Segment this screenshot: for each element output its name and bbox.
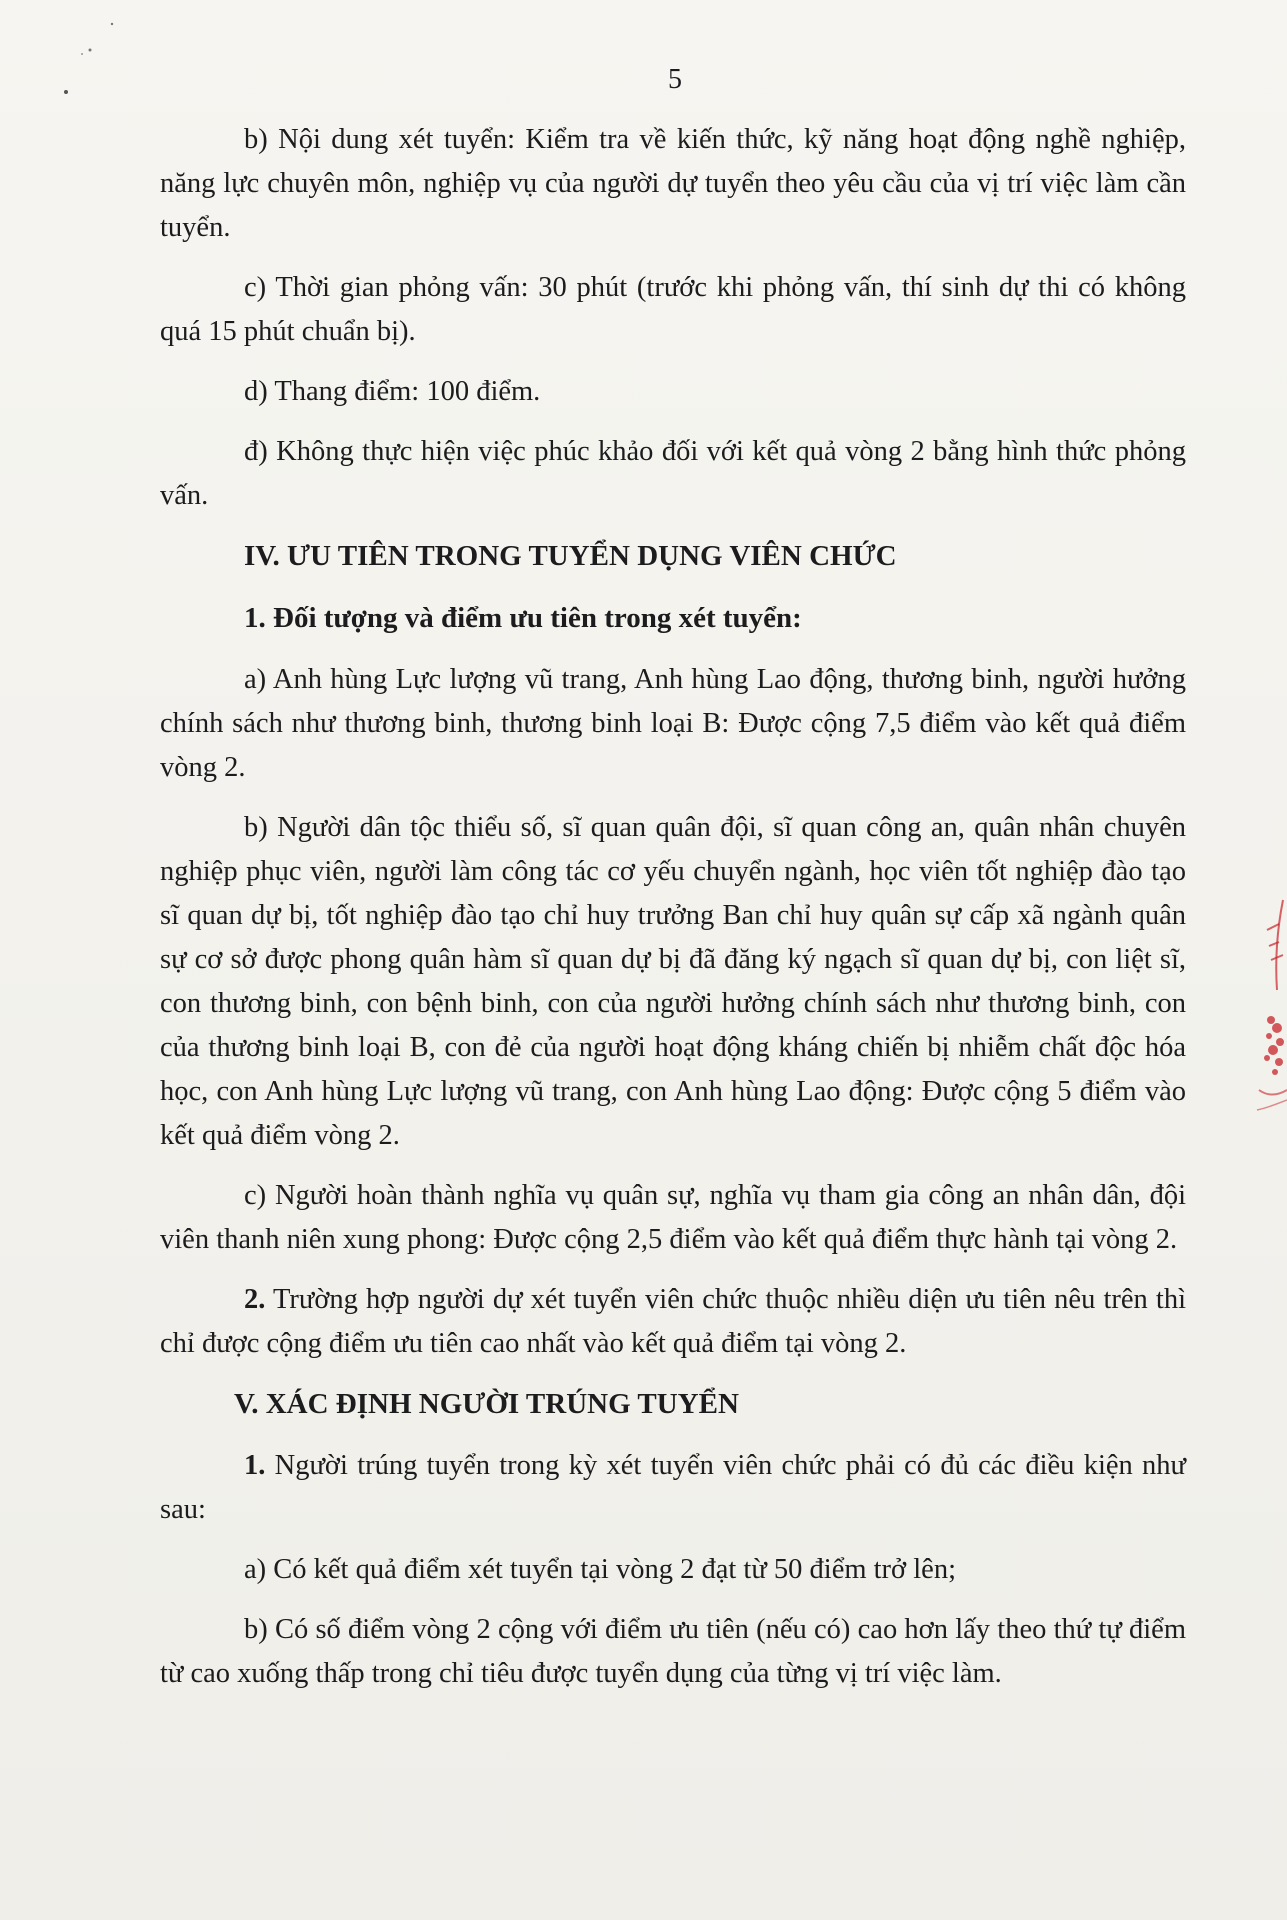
paragraph-interview-content: b) Nội dung xét tuyển: Kiểm tra về kiến thức, kỹ năng hoạt động nghề nghiệp, năng lực chuyên môn, nghiệp vụ của người dự tuyển theo yêu cầu của vị trí việc làm cần tuyển.: [160, 124, 1186, 243]
paragraph-no-review: đ) Không thực hiện việc phúc khảo đối với kết quả vòng 2 bằng hình thức phỏng vấn.: [160, 436, 1186, 511]
document-body: [160, 118, 1186, 1712]
item-number: 2.: [244, 1284, 266, 1315]
paragraph-text: Trường hợp người dự xét tuyển viên chức thuộc nhiều diện ưu tiên nêu trên thì chỉ được cộng điểm ưu tiên cao nhất vào kết quả điểm tại vòng 2.: [160, 1284, 1186, 1359]
page-number: 5: [668, 64, 682, 95]
paragraph-interview-time: c) Thời gian phỏng vấn: 30 phút (trước khi phỏng vấn, thí sinh dự thi có không quá 15 phút chuẩn bị).: [160, 272, 1186, 347]
paragraph-score-scale: d) Thang điểm: 100 điểm.: [244, 376, 541, 407]
section-heading-iv: IV. ƯU TIÊN TRONG TUYỂN DỤNG VIÊN CHỨC: [244, 540, 897, 572]
paragraph-priority-a: a) Anh hùng Lực lượng vũ trang, Anh hùng Lao động, thương binh, người hưởng chính sách như thương binh, thương binh loại B: Được cộng 7,5 điểm vào kết quả điểm vòng 2.: [160, 664, 1186, 783]
section-heading-v: V. XÁC ĐỊNH NGƯỜI TRÚNG TUYỂN: [234, 1388, 739, 1420]
paragraph-condition-a: a) Có kết quả điểm xét tuyển tại vòng 2 đạt từ 50 điểm trở lên;: [244, 1554, 956, 1585]
item-number: 1.: [244, 1450, 266, 1481]
paragraph-winner-conditions: [160, 1444, 1186, 1532]
paragraph-text: Người trúng tuyển trong kỳ xét tuyển viên chức phải có đủ các điều kiện như sau:: [160, 1450, 1186, 1525]
subsection-heading-iv-1: 1. Đối tượng và điểm ưu tiên trong xét tuyển:: [244, 602, 802, 634]
paragraph-priority-c: c) Người hoàn thành nghĩa vụ quân sự, nghĩa vụ tham gia công an nhân dân, đội viên thanh niên xung phong: Được cộng 2,5 điểm vào kết quả điểm thực hành tại vòng 2.: [160, 1180, 1186, 1255]
paragraph-multiple-priority: [160, 1278, 1186, 1366]
paragraph-condition-b: b) Có số điểm vòng 2 cộng với điểm ưu tiên (nếu có) cao hơn lấy theo thứ tự điểm từ cao xuống thấp trong chỉ tiêu được tuyển dụng của từng vị trí việc làm.: [160, 1614, 1186, 1689]
paragraph-priority-b: b) Người dân tộc thiểu số, sĩ quan quân đội, sĩ quan công an, quân nhân chuyên nghiệp phục viên, người làm công tác cơ yếu chuyển ngành, học viên tốt nghiệp đào tạo sĩ quan dự bị, tốt nghiệp đào tạo chỉ huy trưởng Ban chỉ huy quân sự cấp xã ngành quân sự cơ sở được phong quân hàm sĩ quan dự bị đã đăng ký ngạch sĩ quan dự bị, con liệt sĩ, con thương binh, con bệnh binh, con của người hưởng chính sách như thương binh, con của thương binh loại B, con đẻ của người hoạt động kháng chiến bị nhiễm chất độc hóa học, con Anh hùng Lực lượng vũ trang, con Anh hùng Lao động: Được cộng 5 điểm vào kết quả điểm vòng 2.: [160, 812, 1186, 1151]
red-seal-fragment: [1247, 890, 1287, 1140]
